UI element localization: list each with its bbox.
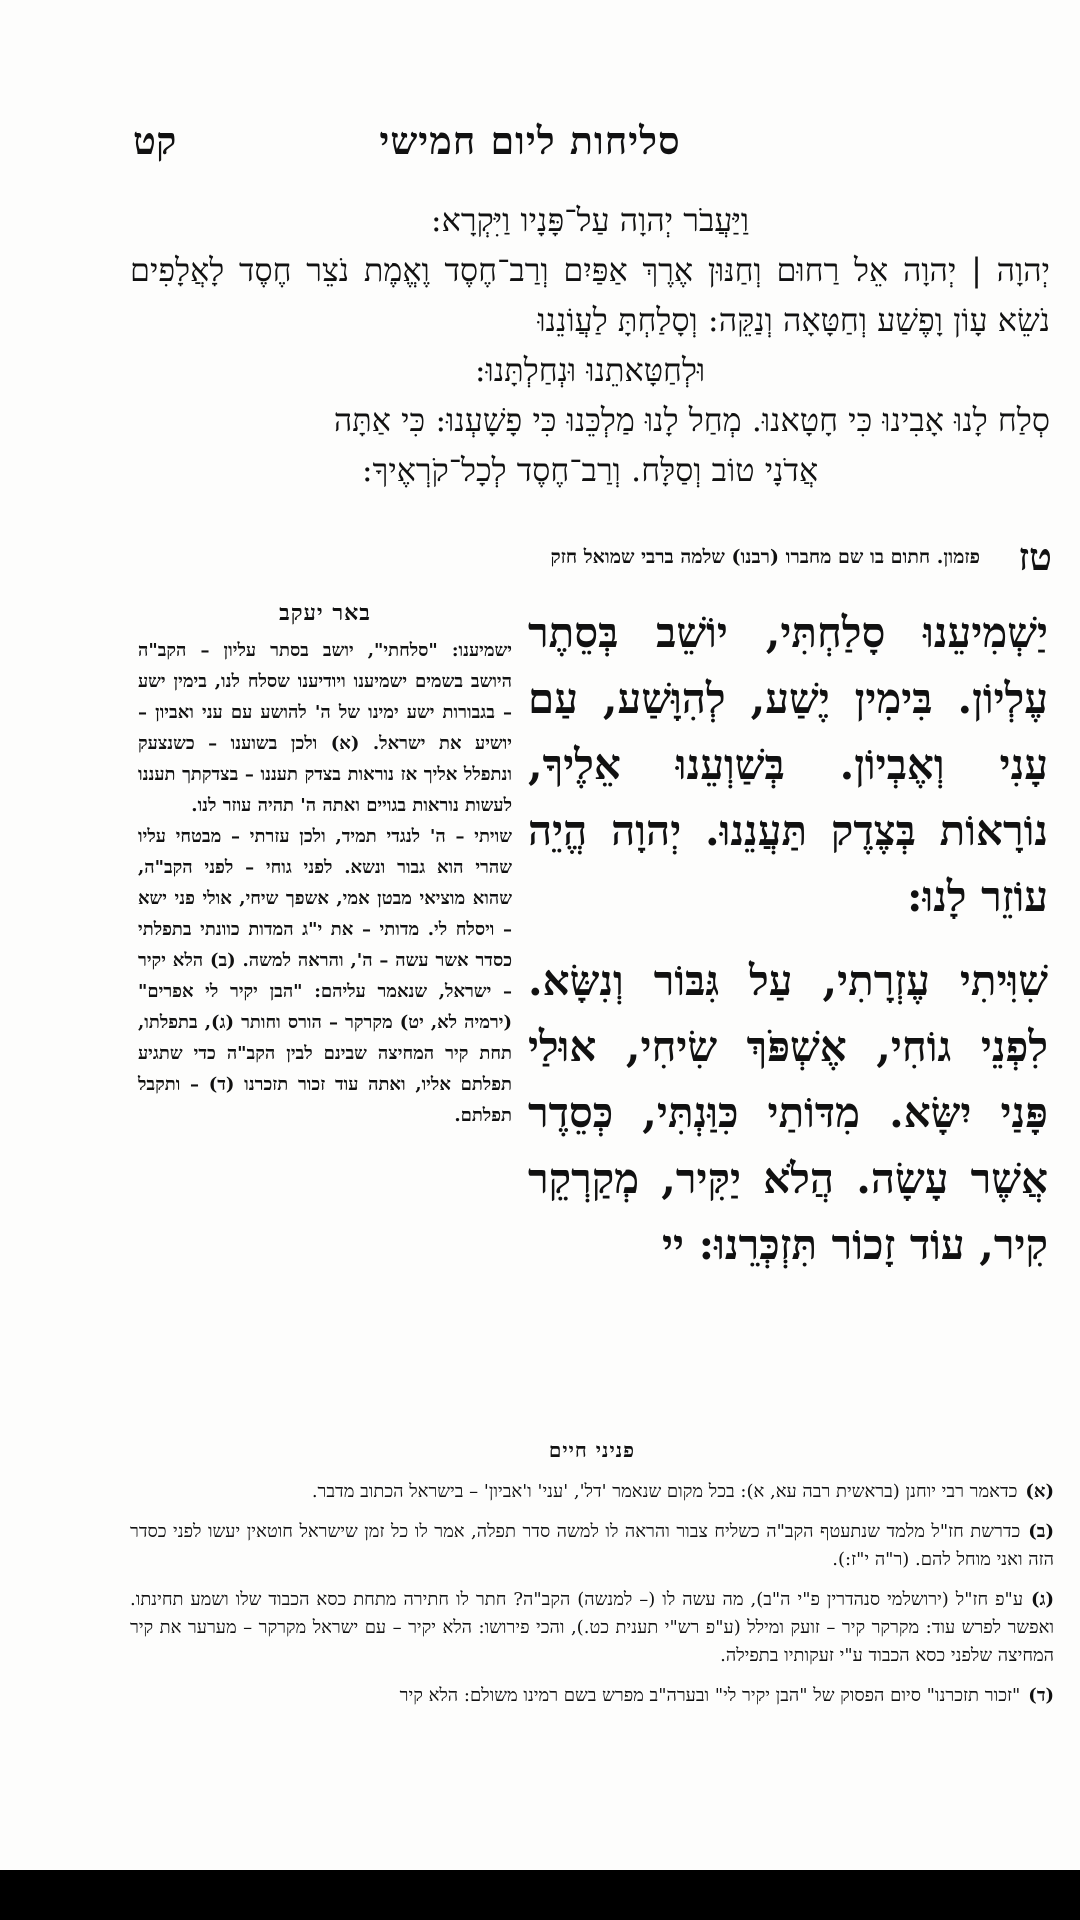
footnotes-section [130,1436,1054,1722]
footnote-marker: (ג) [1031,1589,1054,1610]
poem-stanza-2: שִׁוִּיתִי עֶזְרָתִי, עַל גִּבּוֹר וְנִשָּׂא. לִפְנֵי גוֹחִי, אֶשְׁפֹּךְ שִׂיחִי, אוּלַי פָּנַי יִשָּׂא. מִדּוֹתַי כִּוַּנְתִּי, כְּסֵדֶר אֲשֶׁר עָשָׂה. הֲלֹא יַקִּיר, מְקַרְקֵר קִיר, עוֹד זָכוֹר תִּזְכְּרֵנוּ: יי [528,956,1048,1269]
selach-lanu-text: סְלַח לָנוּ אָבִינוּ כִּי חָטָאנוּ. מְחַל לָנוּ מַלְכֵּנוּ כִּי פָשָׁעְנוּ: כִּי אַתָּה [333,401,1050,439]
thirteen-attributes-end: וּלְחַטָּאתֵנוּ וּנְחַלְתָּנוּ: [474,351,706,389]
footnote-text: "זכור תזכרנו" סיום הפסוק של "הבן יקיר לי" ובערה"ב מפרש בשם רמינו משולם: הלא קיר [399,1685,1021,1706]
commentary-column [138,598,512,1131]
bottom-black-bar [0,1870,1080,1920]
footnote-marker: (א) [1025,1481,1054,1502]
piyut-description: פזמון. חתום בו שם מחברו (רבנו) שלמה ברבי שמואל חזק [550,546,980,568]
footnote-text: כדאמר רבי יוחנן (בראשית רבה עא, א): בכל מקום שנאמר 'דל', 'עני' ו'אביון' – בישראל הכתוב מדבר. [311,1481,1018,1502]
running-head [0,118,1080,178]
selach-lanu-end: אֲדֹנָי טוֹב וְסַלָּח. וְרַב־חֶסֶד לְכָל־קֹרְאֶיךָ: [361,451,819,489]
piyut-header [140,534,1052,584]
footnote-text: כדרשת חז"ל מלמד שנתעטף הקב"ה כשליח צבור והראה לו למשה סדר תפלה, אמר לו כל זמן שישראל חוטאין יעשו לפני כסדר הזה ואני מוחל להם. (ר"ה י"ז:). [130,1521,1054,1570]
commentary-title: באר יעקב [279,600,371,626]
piyut-poem [528,600,1048,1296]
page-number: קט [133,118,177,163]
footnotes-title: פניני חיים [548,1438,636,1462]
footnote-marker: (ד) [1028,1685,1054,1706]
intro-verse: וַיַּעֲבֹר יְהוָה עַל־פָּנָיו וַיִּקְרָא: [430,201,750,239]
footnote-a [130,1478,1054,1506]
poem-stanza-1: יַשְׁמִיעֵנוּ סָלַחְתִּי, יוֹשֵׁב בְּסֵתֶר עֶלְיוֹן. בִּימִין יֶשַׁע, לְהִוָּשַׁע, עַם עָנִי וְאֶבְיוֹן. בְּשַׁוְעֵנוּ אֵלֶיךָ, נוֹרָאוֹת בְּצֶדֶק תַּעֲנֵנוּ. יְהוָה הֱיֵה עוֹזֵר לָנוּ: [528,608,1048,921]
footnote-b [130,1518,1054,1574]
commentary-paragraph-1: ישמיענו: "סלחתי", יושב בסתר עליון – הקב"ה היושב בשמים ישמיענו ויודיענו שסלח לנו, בימין ישע – בגבורות ישע ימינו של ה' להושע עם עני ואביון – יושיע את ישראל. (א) ולכן בשוענו – כשנצעק ונתפלל אליך אז נוראות בצדק תעננו – בצדקתך תעננו לעשות נוראות בגויים ואתה ה' תהיה עוזר לנו. [138,640,512,816]
page-title: סליחות ליום חמישי [379,118,681,163]
piyut-number: טז [1018,534,1052,579]
commentary-paragraph-2: שויתי – ה' לנגדי תמיד, ולכן עזרתי – מבטחי עליו שהרי הוא גבור ונשא. לפני גוחי – לפני הקב"ה, שהוא מוציאי מבטן אמי, אשפך שיחי, אולי פני ישא – ויסלח לי. מדותי – את י"ג המדות כוונתי בתפלתי כסדר אשר עשה – ה', והראה למשה. (ב) הלא יקיר – ישראל, שנאמר עליהם: "הבן יקיר לי אפרים" (ירמיה לא, יט) מקרקר – הורס וחותר (ג), בתפלתו, תחת קיר המחיצה שבינם לבין הקב"ה כדי שתגיע תפלתם אליו, ואתה עוד זכור תזכרנו (ד) – ותקבל תפלתם. [138,826,512,1126]
footnote-text: ע"פ חז"ל (ירושלמי סנהדרין פ"י ה"ב), מה עשה לו (– למנשה) הקב"ה? חתר לו חתירה מתחת כסא הכבוד שלו ושמע תחינתו. ואפשר לפרש עוד: מקרקר קיר – זועק ומילל (ע"פ רש"י תענית כט.), והכי פירושו: הלא יקיר – עם ישראל מקרקר – מערער את קיר המחיצה שלפני כסא הכבוד ע"י זעקותיו בתפילה. [130,1589,1054,1666]
footnote-d [130,1682,1054,1710]
footnote-c [130,1586,1054,1670]
thirteen-attributes-section [130,195,1050,495]
thirteen-attributes-text: יְהוָה | יְהוָה אֵל רַחוּם וְחַנּוּן אֶרֶךְ אַפַּיִם וְרַב־חֶסֶד וֶאֱמֶת נֹצֵר חֶסֶד לָאֲלָפִים נֹשֵׂא עָוֹן וָפֶשַׁע וְחַטָּאָה וְנַקֵּה: וְסָלַחְתָּ לַעֲוֹנֵנוּ [130,251,1050,339]
footnote-marker: (ב) [1028,1521,1054,1542]
